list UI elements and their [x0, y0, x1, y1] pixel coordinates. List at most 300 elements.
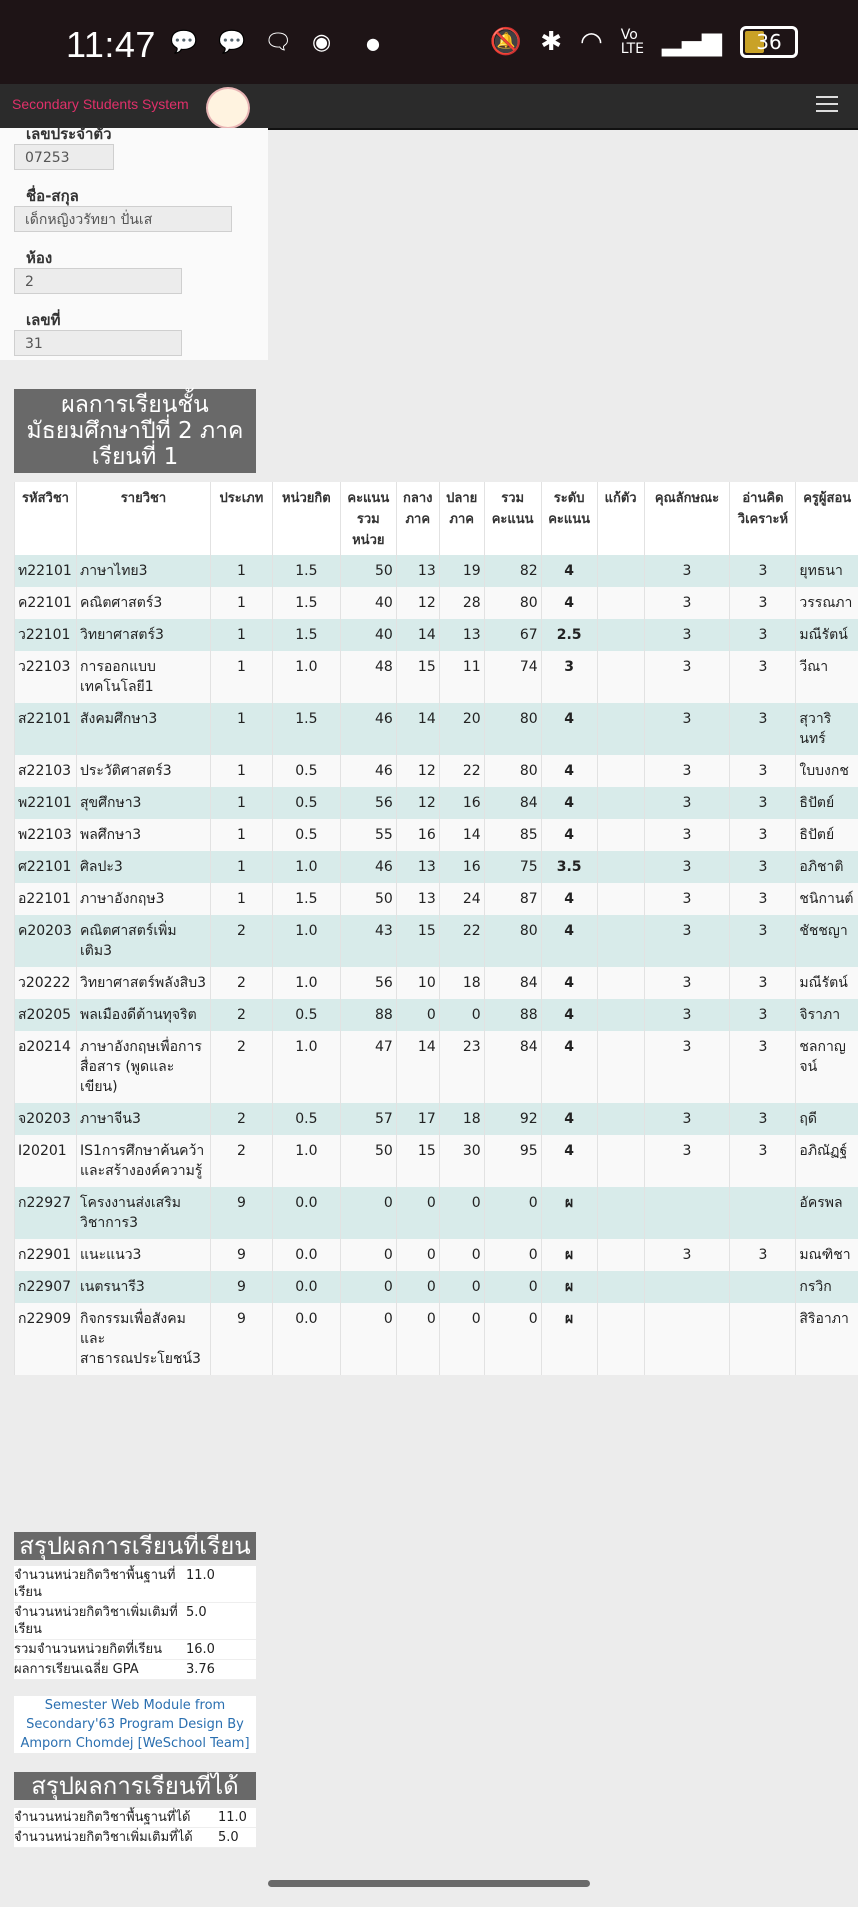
cell-type: 1 [210, 755, 272, 787]
cell-total-score: 84 [484, 787, 541, 819]
table-row [15, 787, 858, 819]
cell-total-score: 85 [484, 819, 541, 851]
summary-earned-table [14, 1808, 256, 1848]
summary-label: จำนวนหน่วยกิตวิชาพื้นฐานที่ได้ [14, 1808, 214, 1828]
cell-characteristics: 3 [644, 787, 730, 819]
cell-characteristics: 3 [644, 851, 730, 883]
cell-final: 30 [439, 1135, 484, 1187]
cell-type: 1 [210, 883, 272, 915]
app-bar [0, 84, 858, 130]
table-row [15, 651, 858, 703]
cell-final: 11 [439, 651, 484, 703]
cell-characteristics: 3 [644, 755, 730, 787]
cell-unit-score: 0 [340, 1239, 396, 1271]
credit-text: Semester Web Module from Secondary'63 Program Design By Amporn Chomdej [WeSchool Team] [14, 1696, 256, 1753]
cell-credit: 0.0 [272, 1239, 340, 1271]
cell-characteristics: 3 [644, 619, 730, 651]
summary-label: จำนวนหน่วยกิตวิชาพื้นฐานที่เรียน [14, 1566, 182, 1603]
cell-final: 22 [439, 915, 484, 967]
cell-characteristics: 3 [644, 703, 730, 755]
cell-unit-score: 47 [340, 1031, 396, 1103]
cell-subject-name: ภาษาอังกฤษ3 [76, 883, 210, 915]
cell-analytic-reading: 3 [730, 755, 796, 787]
column-header: ครูผู้สอน [796, 482, 858, 555]
cell-subject-name: คณิตศาสตร์เพิ่มเติม3 [76, 915, 210, 967]
cell-credit: 1.5 [272, 587, 340, 619]
cell-subject-name: สุขศึกษา3 [76, 787, 210, 819]
table-row [15, 1303, 858, 1375]
number-label: เลขที่ [26, 311, 61, 329]
cell-subject-code: ก22901 [15, 1239, 77, 1271]
summary-row [14, 1603, 256, 1640]
cell-subject-code: จ20203 [15, 1103, 77, 1135]
cell-characteristics: 3 [644, 1239, 730, 1271]
cell-subject-code: ก22907 [15, 1271, 77, 1303]
page-title: ผลการเรียนชั้นมัธยมศึกษาปีที่ 2 ภาคเรียนที่ 1 [14, 389, 256, 473]
cell-midterm: 0 [396, 1187, 439, 1239]
messenger-icon: ◉ [312, 30, 332, 55]
cell-final: 13 [439, 619, 484, 651]
cell-teacher: อัครพล [796, 1187, 858, 1239]
cell-unit-score: 46 [340, 755, 396, 787]
cell-total-score: 75 [484, 851, 541, 883]
cell-unit-score: 50 [340, 883, 396, 915]
cell-type: 2 [210, 1031, 272, 1103]
cell-final: 0 [439, 1239, 484, 1271]
cell-unit-score: 46 [340, 703, 396, 755]
cell-retake [597, 819, 644, 851]
home-indicator[interactable] [268, 1880, 590, 1887]
cell-characteristics: 3 [644, 587, 730, 619]
cell-subject-code: ค20203 [15, 915, 77, 967]
table-header [15, 482, 858, 555]
summary-label: จำนวนหน่วยกิตวิชาเพิ่มเติมที่เรียน [14, 1603, 182, 1640]
cell-teacher: ใบบงกช [796, 755, 858, 787]
cell-grade: 4 [541, 883, 597, 915]
cell-midterm: 12 [396, 587, 439, 619]
cell-subject-name: IS1การศึกษาค้นคว้าและสร้างองค์ความรู้ [76, 1135, 210, 1187]
cell-total-score: 80 [484, 587, 541, 619]
cell-type: 9 [210, 1239, 272, 1271]
cell-subject-name: การออกแบบเทคโนโลยี1 [76, 651, 210, 703]
cell-retake [597, 967, 644, 999]
hamburger-menu-icon[interactable] [816, 96, 838, 117]
cell-teacher: มณีรัตน์ [796, 619, 858, 651]
cell-final: 0 [439, 1303, 484, 1375]
cell-type: 1 [210, 819, 272, 851]
cell-retake [597, 915, 644, 967]
cell-analytic-reading [730, 1271, 796, 1303]
name-field[interactable]: เด็กหญิงวรัทยา ปั่นเส [14, 206, 232, 232]
cell-total-score: 95 [484, 1135, 541, 1187]
cell-unit-score: 0 [340, 1303, 396, 1375]
cell-grade: 4 [541, 967, 597, 999]
column-header: ระดับคะแนน [541, 482, 597, 555]
summary-value: 11.0 [214, 1808, 256, 1828]
cell-final: 0 [439, 1187, 484, 1239]
cell-final: 28 [439, 587, 484, 619]
student-id-field[interactable]: 07253 [14, 144, 114, 170]
cell-analytic-reading: 3 [730, 651, 796, 703]
cell-credit: 0.5 [272, 1103, 340, 1135]
status-bar [0, 0, 858, 84]
bluetooth-icon: ✱ [540, 27, 563, 57]
cell-midterm: 12 [396, 755, 439, 787]
column-header: แก้ตัว [597, 482, 644, 555]
cell-midterm: 12 [396, 787, 439, 819]
cell-subject-name: กิจกรรมเพื่อสังคมและสาธารณประโยชน์3 [76, 1303, 210, 1375]
cell-credit: 0.0 [272, 1303, 340, 1375]
cell-type: 2 [210, 999, 272, 1031]
cell-characteristics: 3 [644, 1031, 730, 1103]
cell-analytic-reading: 3 [730, 883, 796, 915]
cell-teacher: ชลกาญจน์ [796, 1031, 858, 1103]
cell-subject-name: วิทยาศาสตร์พลังสิบ3 [76, 967, 210, 999]
cell-subject-name: ประวัติศาสตร์3 [76, 755, 210, 787]
cell-retake [597, 1135, 644, 1187]
cell-characteristics: 3 [644, 819, 730, 851]
cell-subject-code: ศ22101 [15, 851, 77, 883]
line-icon: 🗨 [264, 30, 292, 55]
cell-teacher: วีณา [796, 651, 858, 703]
table-row [15, 1271, 858, 1303]
cell-characteristics: 3 [644, 651, 730, 703]
cell-subject-name: สังคมศึกษา3 [76, 703, 210, 755]
cell-retake [597, 1303, 644, 1375]
cell-subject-name: ศิลปะ3 [76, 851, 210, 883]
cell-subject-name: แนะแนว3 [76, 1239, 210, 1271]
table-row [15, 703, 858, 755]
cell-midterm: 13 [396, 555, 439, 587]
cell-credit: 1.0 [272, 915, 340, 967]
cell-subject-name: โครงงานส่งเสริมวิชาการ3 [76, 1187, 210, 1239]
table-row [15, 1187, 858, 1239]
cell-type: 9 [210, 1187, 272, 1239]
cell-grade: ผ [541, 1303, 597, 1375]
cell-unit-score: 0 [340, 1187, 396, 1239]
cell-total-score: 84 [484, 967, 541, 999]
cell-characteristics: 3 [644, 1135, 730, 1187]
cell-grade: 3.5 [541, 851, 597, 883]
cell-teacher: ชนิกานต์ [796, 883, 858, 915]
cell-final: 0 [439, 999, 484, 1031]
chat-icon: 💬 [218, 30, 246, 55]
cell-subject-code: ส22101 [15, 703, 77, 755]
cell-analytic-reading: 3 [730, 619, 796, 651]
cell-type: 2 [210, 915, 272, 967]
cell-type: 1 [210, 787, 272, 819]
cell-total-score: 0 [484, 1303, 541, 1375]
cell-unit-score: 57 [340, 1103, 396, 1135]
cell-retake [597, 1103, 644, 1135]
column-header: รายวิชา [76, 482, 210, 555]
cell-teacher: มณีรัตน์ [796, 967, 858, 999]
cell-credit: 1.0 [272, 967, 340, 999]
summary-row [14, 1808, 256, 1828]
cell-credit: 1.5 [272, 883, 340, 915]
cell-subject-name: พลเมืองดีต้านทุจริต [76, 999, 210, 1031]
cell-type: 2 [210, 967, 272, 999]
cell-midterm: 14 [396, 703, 439, 755]
table-row [15, 915, 858, 967]
cell-analytic-reading: 3 [730, 1031, 796, 1103]
cell-characteristics: 3 [644, 999, 730, 1031]
table-row [15, 587, 858, 619]
cell-credit: 0.5 [272, 787, 340, 819]
summary-label: ผลการเรียนเฉลี่ย GPA [14, 1660, 182, 1680]
cell-teacher: สุวารินทร์ [796, 703, 858, 755]
battery-icon: 36 [740, 26, 798, 58]
cell-type: 1 [210, 587, 272, 619]
cell-characteristics: 3 [644, 915, 730, 967]
cell-credit: 1.0 [272, 1135, 340, 1187]
column-header: กลางภาค [396, 482, 439, 555]
cell-unit-score: 0 [340, 1271, 396, 1303]
cell-midterm: 10 [396, 967, 439, 999]
cell-total-score: 80 [484, 755, 541, 787]
cell-characteristics [644, 1187, 730, 1239]
cell-total-score: 88 [484, 999, 541, 1031]
cell-teacher: ฤดี [796, 1103, 858, 1135]
column-header: ประเภท [210, 482, 272, 555]
column-header: อ่านคิดวิเคราะห์ [730, 482, 796, 555]
cell-subject-code: อ20214 [15, 1031, 77, 1103]
app-brand[interactable]: Secondary Students System [12, 96, 189, 112]
summary-value: 16.0 [182, 1640, 256, 1660]
cell-subject-code: ค22101 [15, 587, 77, 619]
cell-analytic-reading [730, 1187, 796, 1239]
table-row [15, 1031, 858, 1103]
cell-subject-name: ภาษาอังกฤษเพื่อการสื่อสาร (พูดและเขียน) [76, 1031, 210, 1103]
table-row [15, 619, 858, 651]
cell-credit: 1.5 [272, 703, 340, 755]
cell-retake [597, 883, 644, 915]
cell-midterm: 16 [396, 819, 439, 851]
table-row [15, 1135, 858, 1187]
cell-final: 18 [439, 1103, 484, 1135]
cell-unit-score: 48 [340, 651, 396, 703]
cell-subject-name: เนตรนารี3 [76, 1271, 210, 1303]
cell-total-score: 80 [484, 703, 541, 755]
summary-row [14, 1828, 256, 1848]
cell-type: 1 [210, 619, 272, 651]
cell-total-score: 74 [484, 651, 541, 703]
cell-analytic-reading: 3 [730, 1103, 796, 1135]
room-label: ห้อง [26, 249, 53, 267]
cell-analytic-reading: 3 [730, 1239, 796, 1271]
cell-analytic-reading [730, 1303, 796, 1375]
cell-subject-name: วิทยาศาสตร์3 [76, 619, 210, 651]
column-header: คุณลักษณะ [644, 482, 730, 555]
cell-subject-code: ก22927 [15, 1187, 77, 1239]
cell-total-score: 0 [484, 1187, 541, 1239]
summary-label: รวมจำนวนหน่วยกิตที่เรียน [14, 1640, 182, 1660]
cell-unit-score: 56 [340, 967, 396, 999]
table-row [15, 1103, 858, 1135]
column-header: รหัสวิชา [15, 482, 77, 555]
cell-subject-code: พ22103 [15, 819, 77, 851]
cell-grade: 4 [541, 999, 597, 1031]
table-row [15, 819, 858, 851]
cell-type: 9 [210, 1303, 272, 1375]
cell-subject-code: ว22101 [15, 619, 77, 651]
column-header: ปลายภาค [439, 482, 484, 555]
cell-retake [597, 999, 644, 1031]
cell-subject-code: พ22101 [15, 787, 77, 819]
cell-unit-score: 88 [340, 999, 396, 1031]
cell-retake [597, 587, 644, 619]
cell-characteristics [644, 1271, 730, 1303]
cell-grade: 4 [541, 555, 597, 587]
cell-credit: 0.0 [272, 1187, 340, 1239]
number-field[interactable]: 31 [14, 330, 182, 356]
cell-retake [597, 1271, 644, 1303]
cell-total-score: 80 [484, 915, 541, 967]
cell-type: 1 [210, 555, 272, 587]
cell-unit-score: 50 [340, 1135, 396, 1187]
summary-studied-table [14, 1566, 256, 1680]
cell-subject-code: I20201 [15, 1135, 77, 1187]
table-row [15, 967, 858, 999]
summary-row [14, 1566, 256, 1603]
facebook-messenger-icon: 💬 [170, 30, 198, 55]
summary-label: จำนวนหน่วยกิตวิชาเพิ่มเติมที่ได้ [14, 1828, 214, 1848]
cell-grade: 4 [541, 587, 597, 619]
cell-grade: ผ [541, 1271, 597, 1303]
cell-total-score: 87 [484, 883, 541, 915]
cell-credit: 0.5 [272, 755, 340, 787]
cell-grade: 4 [541, 703, 597, 755]
cell-grade: 3 [541, 651, 597, 703]
cell-midterm: 14 [396, 1031, 439, 1103]
cell-retake [597, 1239, 644, 1271]
cell-credit: 1.5 [272, 555, 340, 587]
cell-teacher: อภิณัฏฐ์ [796, 1135, 858, 1187]
cell-final: 20 [439, 703, 484, 755]
cell-characteristics [644, 1303, 730, 1375]
student-info-panel [0, 125, 268, 360]
cell-type: 2 [210, 1135, 272, 1187]
cell-subject-code: ส22103 [15, 755, 77, 787]
summary-value: 5.0 [182, 1603, 256, 1640]
cell-midterm: 0 [396, 1239, 439, 1271]
cell-analytic-reading: 3 [730, 819, 796, 851]
cell-credit: 1.5 [272, 619, 340, 651]
cell-final: 18 [439, 967, 484, 999]
cell-credit: 0.5 [272, 999, 340, 1031]
summary-earned-title: สรุปผลการเรียนที่ได้ [14, 1772, 256, 1800]
cell-characteristics: 3 [644, 883, 730, 915]
cell-retake [597, 851, 644, 883]
table-row [15, 755, 858, 787]
cell-final: 16 [439, 787, 484, 819]
cell-subject-code: ว20222 [15, 967, 77, 999]
cell-retake [597, 703, 644, 755]
student-id-label: เลขประจำตัว [26, 125, 112, 143]
dot-icon: ● [366, 34, 380, 53]
cell-subject-code: ก22909 [15, 1303, 77, 1375]
cell-characteristics: 3 [644, 555, 730, 587]
cell-midterm: 13 [396, 883, 439, 915]
summary-row [14, 1660, 256, 1680]
column-header: รวมคะแนน [484, 482, 541, 555]
cell-teacher: อภิชาติ [796, 851, 858, 883]
cell-midterm: 0 [396, 1271, 439, 1303]
cell-midterm: 0 [396, 1303, 439, 1375]
cell-subject-code: ว22103 [15, 651, 77, 703]
wifi-icon: ◠ [580, 27, 603, 57]
cell-subject-name: ภาษาจีน3 [76, 1103, 210, 1135]
cell-analytic-reading: 3 [730, 999, 796, 1031]
cell-midterm: 14 [396, 619, 439, 651]
cell-total-score: 0 [484, 1271, 541, 1303]
summary-value: 5.0 [214, 1828, 256, 1848]
cell-subject-name: พลศึกษา3 [76, 819, 210, 851]
cell-grade: 2.5 [541, 619, 597, 651]
school-logo [206, 87, 250, 129]
cell-grade: 4 [541, 1135, 597, 1187]
cell-subject-name: ภาษาไทย3 [76, 555, 210, 587]
cell-teacher: สิริอาภา [796, 1303, 858, 1375]
cell-grade: 4 [541, 787, 597, 819]
cell-teacher: จิราภา [796, 999, 858, 1031]
summary-value: 11.0 [182, 1566, 256, 1603]
clock: 11:47 [66, 24, 156, 65]
cell-final: 14 [439, 819, 484, 851]
cell-unit-score: 43 [340, 915, 396, 967]
cell-analytic-reading: 3 [730, 851, 796, 883]
cell-teacher: มณฑิชา [796, 1239, 858, 1271]
cell-type: 1 [210, 703, 272, 755]
table-row [15, 883, 858, 915]
cell-grade: 4 [541, 1103, 597, 1135]
summary-row [14, 1640, 256, 1660]
cell-teacher: ธิปัตย์ [796, 819, 858, 851]
cell-credit: 0.5 [272, 819, 340, 851]
cell-unit-score: 50 [340, 555, 396, 587]
cell-teacher: ชัชชญา [796, 915, 858, 967]
cell-grade: 4 [541, 755, 597, 787]
room-field[interactable]: 2 [14, 268, 182, 294]
mute-icon: 🔕 [489, 27, 523, 57]
cell-type: 2 [210, 1103, 272, 1135]
cell-total-score: 84 [484, 1031, 541, 1103]
cell-total-score: 0 [484, 1239, 541, 1271]
cell-teacher: กรวิก [796, 1271, 858, 1303]
table-row [15, 851, 858, 883]
column-header: คะแนนรวมหน่วย [340, 482, 396, 555]
cell-analytic-reading: 3 [730, 587, 796, 619]
cell-grade: 4 [541, 915, 597, 967]
summary-studied-title: สรุปผลการเรียนที่เรียน [14, 1532, 256, 1560]
cell-total-score: 82 [484, 555, 541, 587]
cell-credit: 0.0 [272, 1271, 340, 1303]
cell-analytic-reading: 3 [730, 967, 796, 999]
cell-grade: ผ [541, 1187, 597, 1239]
cell-teacher: ยุทธนา [796, 555, 858, 587]
cell-analytic-reading: 3 [730, 915, 796, 967]
cell-retake [597, 555, 644, 587]
cell-analytic-reading: 3 [730, 787, 796, 819]
cell-midterm: 17 [396, 1103, 439, 1135]
table-row [15, 1239, 858, 1271]
cell-subject-code: อ22101 [15, 883, 77, 915]
cell-midterm: 15 [396, 915, 439, 967]
cell-credit: 1.0 [272, 651, 340, 703]
cell-midterm: 15 [396, 1135, 439, 1187]
cell-unit-score: 55 [340, 819, 396, 851]
cell-retake [597, 787, 644, 819]
